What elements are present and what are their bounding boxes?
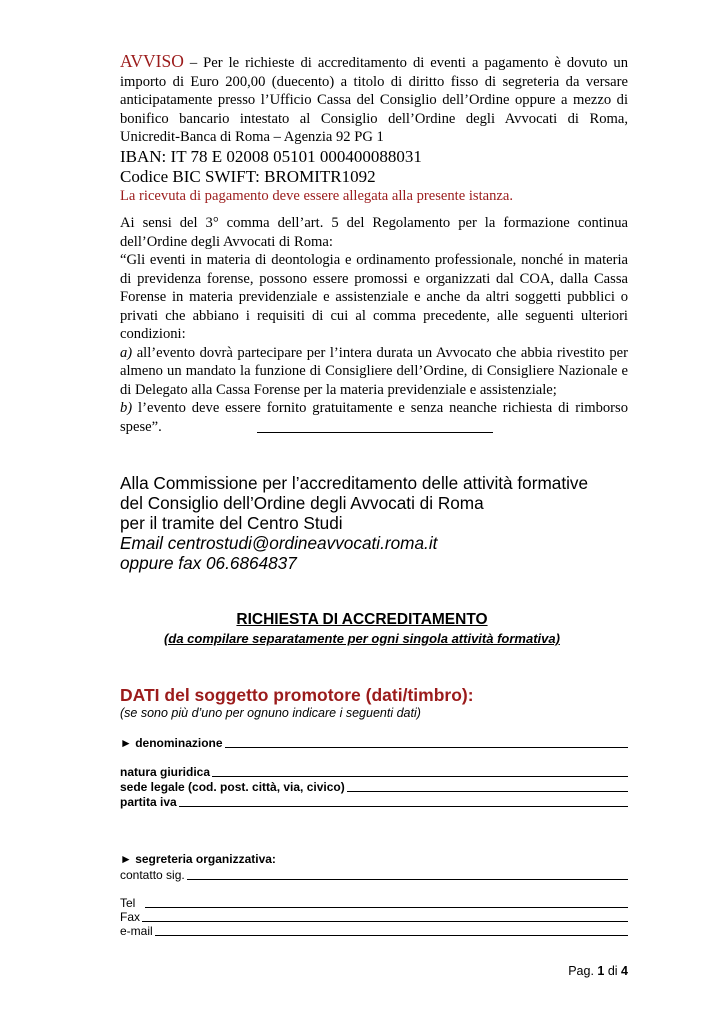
sede-label: sede legale (cod. post. città, via, civico) [120,780,345,794]
recipient-address [120,473,628,573]
address-email: Email centrostudi@ordineavvocati.roma.it [120,533,438,553]
tel-field[interactable] [120,896,628,910]
fax-field[interactable] [120,910,628,924]
notice-heading: AVVISO [120,51,184,71]
request-subtitle: (da compilare separatamente per ogni singola attività formativa) [164,631,560,646]
denominazione-blank[interactable] [225,737,628,748]
email-label: e-mail [120,924,153,938]
partita-iva-blank[interactable] [179,796,628,807]
payment-notice [120,52,628,206]
email-field[interactable] [120,924,628,938]
address-line-1: Alla Commissione per l’accreditamento delle attività formative [120,473,589,493]
denominazione-field[interactable] [120,736,628,750]
fax-blank[interactable] [142,911,628,922]
separator-line [257,432,493,433]
partita-iva-label: partita iva [120,795,177,809]
receipt-note: La ricevuta di pagamento deve essere allegata alla presente istanza. [120,187,514,204]
condition-a-text: all’evento dovrà partecipare per l’intera durata un Avvocato che abbia rivestito per almeno un mandato la funzione di Consigliere dell’Ordine, di Consigliere Nazionale e di Delegato alla Cassa Forense per la materia previdenziale e assistenziale; [120,344,628,398]
condition-b [120,399,628,436]
contatto-blank[interactable] [187,869,628,880]
contatto-label: contatto sig. [120,868,185,882]
page-of: di [604,964,622,978]
notice-text: – Per le richieste di accreditamento di eventi a pagamento è dovuto un importo di Euro 200,00 (duecento) a titolo di diritto fisso di segreteria da versare anticipatamente presso l’Ufficio Cassa del Consiglio dell’Ordine oppure a mezzo di bonifico bancario intestato al Consiglio dell’Ordine degli Avvocati di Roma, Unicredit-Banca di Roma – Agenzia 92 PG 1 [120,55,628,146]
page-prefix: Pag. [568,964,598,978]
regulation-intro: Ai sensi del 3° comma dell’art. 5 del Regolamento per la formazione continua dell’Ordine degli Avvocati di Roma: [120,215,628,250]
email-blank[interactable] [155,925,628,936]
segreteria-title-row [120,852,628,866]
tel-blank[interactable] [145,897,628,908]
sede-field[interactable] [120,780,628,794]
condition-a-label: a) [120,344,133,361]
contatto-field[interactable] [120,868,628,882]
tel-label: Tel [120,896,136,910]
page-number [568,964,628,978]
condition-b-label: b) [120,400,133,416]
natura-field[interactable] [120,765,628,779]
natura-blank[interactable] [212,766,628,777]
denominazione-label: ► denominazione [120,736,223,750]
segreteria-title: ► segreteria organizzativa: [120,852,276,866]
page-total: 4 [621,964,628,978]
promoter-section-title: DATI del soggetto promotore (dati/timbro): [120,685,474,705]
page-current: 1 [597,964,605,978]
address-line-3: per il tramite del Centro Studi [120,513,343,533]
promoter-section-subtitle: (se sono più d’uno per ognuno indicare i seguenti dati) [120,706,421,720]
regulation-text: “Gli eventi in materia di deontologia e ordinamento professionale, nonché in materia di previdenza forense, possono essere promossi e organizzati dal COA, dalla Cassa Forense in materia previdenziale e assistenziale e anche da altri soggetti pubblici o privati che abbiano i requisiti di cui al comma precedente, alle seguenti ulteriori condizioni: [120,252,628,342]
address-fax: oppure fax 06.6864837 [120,553,297,573]
address-line-2: del Consiglio dell’Ordine degli Avvocati di Roma [120,493,484,513]
bic-swift: Codice BIC SWIFT: BROMITR1092 [120,166,376,186]
natura-label: natura giuridica [120,765,211,779]
condition-a [120,344,628,400]
request-title: RICHIESTA DI ACCREDITAMENTO [236,611,488,628]
regulation-quote [120,214,628,436]
sede-blank[interactable] [347,781,628,792]
partita-iva-field[interactable] [120,795,628,809]
iban: IBAN: IT 78 E 02008 05101 000400088031 [120,146,422,166]
fax-label: Fax [120,910,141,924]
condition-b-text: l’evento deve essere fornito gratuitamente e senza neanche richiesta di rimborso spese”. [120,400,628,435]
